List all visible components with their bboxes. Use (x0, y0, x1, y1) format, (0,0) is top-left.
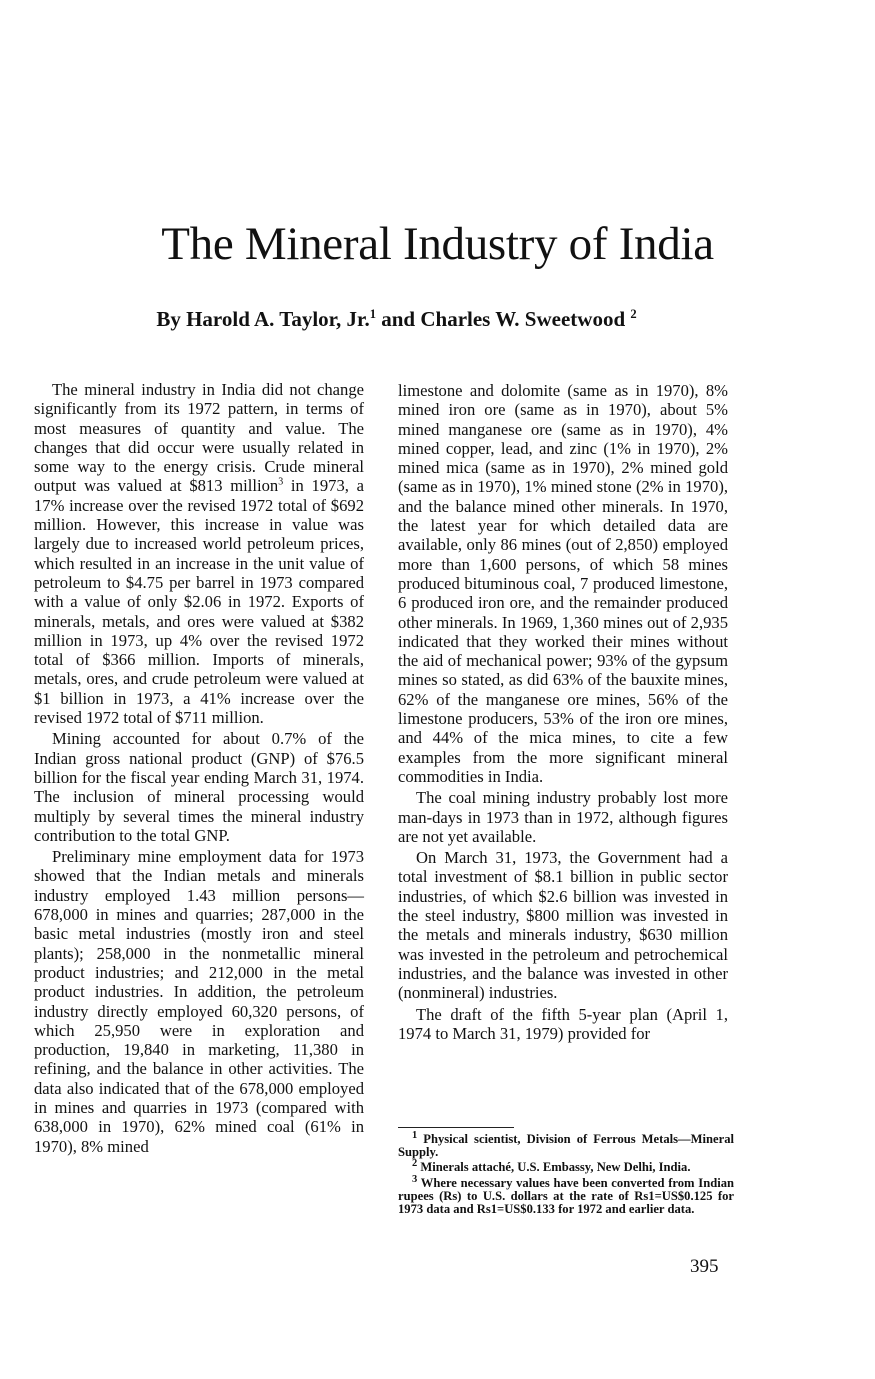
footnote-divider (398, 1127, 514, 1128)
footnote-1-text: Physical scientist, Division of Ferrous Metals—Mineral Supply. (398, 1132, 734, 1159)
author-1: By Harold A. Taylor, Jr. (156, 307, 370, 331)
footnote-ref-3: 3 (278, 476, 284, 488)
page-title: The Mineral Industry of India (161, 218, 714, 270)
paragraph-4: The coal mining industry probably lost more man-days in 1973 than in 1972, although figures are not yet available. (398, 788, 728, 846)
footnote-1-mark: 1 (412, 1130, 418, 1141)
footnote-ref-1: 1 (369, 307, 376, 321)
paragraph-2: Mining accounted for about 0.7% of the Indian gross national product (GNP) of $76.5 billion for the fiscal year ending March 31, 1974. The inclusion of mineral processing would multiply by several times the mineral industry contribution to the total GNP. (34, 729, 364, 845)
footnotes (398, 1130, 734, 1215)
footnote-3-mark: 3 (412, 1174, 418, 1186)
paragraph-3: Preliminary mine employment data for 1973 showed that the Indian metals and minerals industry employed 1.43 million persons—678,000 in mines and quarries; 287,000 in the basic metal industries (mostly iron and steel plants); 258,000 in the nonmetallic mineral product industries; and 212,000 in the metal product industries. In addition, the petroleum industry directly employed 60,320 persons, of which 25,950 were in exploration and production, 19,840 in marketing, 11,380 in refining, and the balance in other activities. The data also indicated that of the 678,000 employed in mines and quarries in 1973 (compared with 638,000 in 1970), 62% mined coal (61% in 1970), 8% mined (34, 847, 364, 1156)
footnote-2 (398, 1158, 734, 1174)
footnote-3-text: Where necessary values have been converted from Indian rupees (Rs) to U.S. dollars at the rate of Rs1=US$0.125 for 1973 data and Rs1=US$0.133 for 1972 and earlier data. (398, 1176, 734, 1216)
footnote-ref-2: 2 (630, 307, 637, 321)
footnote-2-text: Minerals attaché, U.S. Embassy, New Delhi, India. (417, 1160, 691, 1175)
paragraph-1-part-a: The mineral industry in India did not change significantly from its 1972 pattern, in terms of most measures of quantity and value. The changes that did occur were usually related in some way to the energy crisis. Crude mineral output was valued at $813 million (34, 380, 364, 496)
paragraph-1 (34, 380, 364, 727)
byline (0, 306, 793, 332)
footnote-3 (398, 1174, 734, 1215)
page-number: 395 (690, 1256, 719, 1277)
paragraph-5: On March 31, 1973, the Government had a total investment of $8.1 billion in public sector industries, of which $2.6 billion was invested in the steel industry, $800 million was invested in the metals and minerals industry, $630 million was invested in the petroleum and petrochemical industries, and the balance was invested in other (nonmineral) industries. (398, 848, 728, 1003)
author-2: and Charles W. Sweetwood (376, 307, 631, 331)
right-column (398, 381, 728, 1045)
paragraph-3-continued: limestone and dolomite (same as in 1970), 8% mined iron ore (same as in 1970), about 5% mined manganese ore (same as in 1970), 4% mined copper, lead, and zinc (1% in 1970), 2% mined mica (same as in 1970), 2% mined gold (same as in 1970), 1% mined stone (2% in 1970), and the balance mined other minerals. In 1970, the latest year for which detailed data are available, only 86 mines (out of 2,850) employed more than 1,600 persons, of which 58 mines produced bituminous coal, 7 produced limestone, 6 produced iron ore, and the remainder produced other minerals. In 1969, 1,360 mines out of 2,935 indicated that they worked their mines without the aid of mechanical power; 93% of the gypsum mines so stated, as did 63% of the bauxite mines, 62% of the manganese ore mines, 56% of the limestone producers, 53% of the iron ore mines, and 44% of the mica mines, to cite a few examples from the more significant mineral commodities in India. (398, 381, 728, 786)
footnote-2-mark: 2 (412, 1158, 418, 1170)
paragraph-6: The draft of the fifth 5-year plan (April 1, 1974 to March 31, 1979) provided for (398, 1004, 728, 1043)
paragraph-1-part-b: in 1973, a 17% increase over the revised 1972 total of $692 million. However, this increase in value was largely due to increased world petroleum prices, which resulted in an increase in the unit value of petroleum to $4.75 per barrel in 1973 compared with a value of only $2.06 in 1972. Exports of minerals, metals, and ores were valued at $382 million in 1973, up 4% over the revised 1972 total of $366 million. Imports of minerals, metals, ores, and crude petroleum were valued at $1 billion in 1973, a 41% increase over the revised 1972 total of $711 million. (34, 476, 364, 728)
footnote-1 (398, 1130, 734, 1158)
left-column (34, 380, 364, 1158)
